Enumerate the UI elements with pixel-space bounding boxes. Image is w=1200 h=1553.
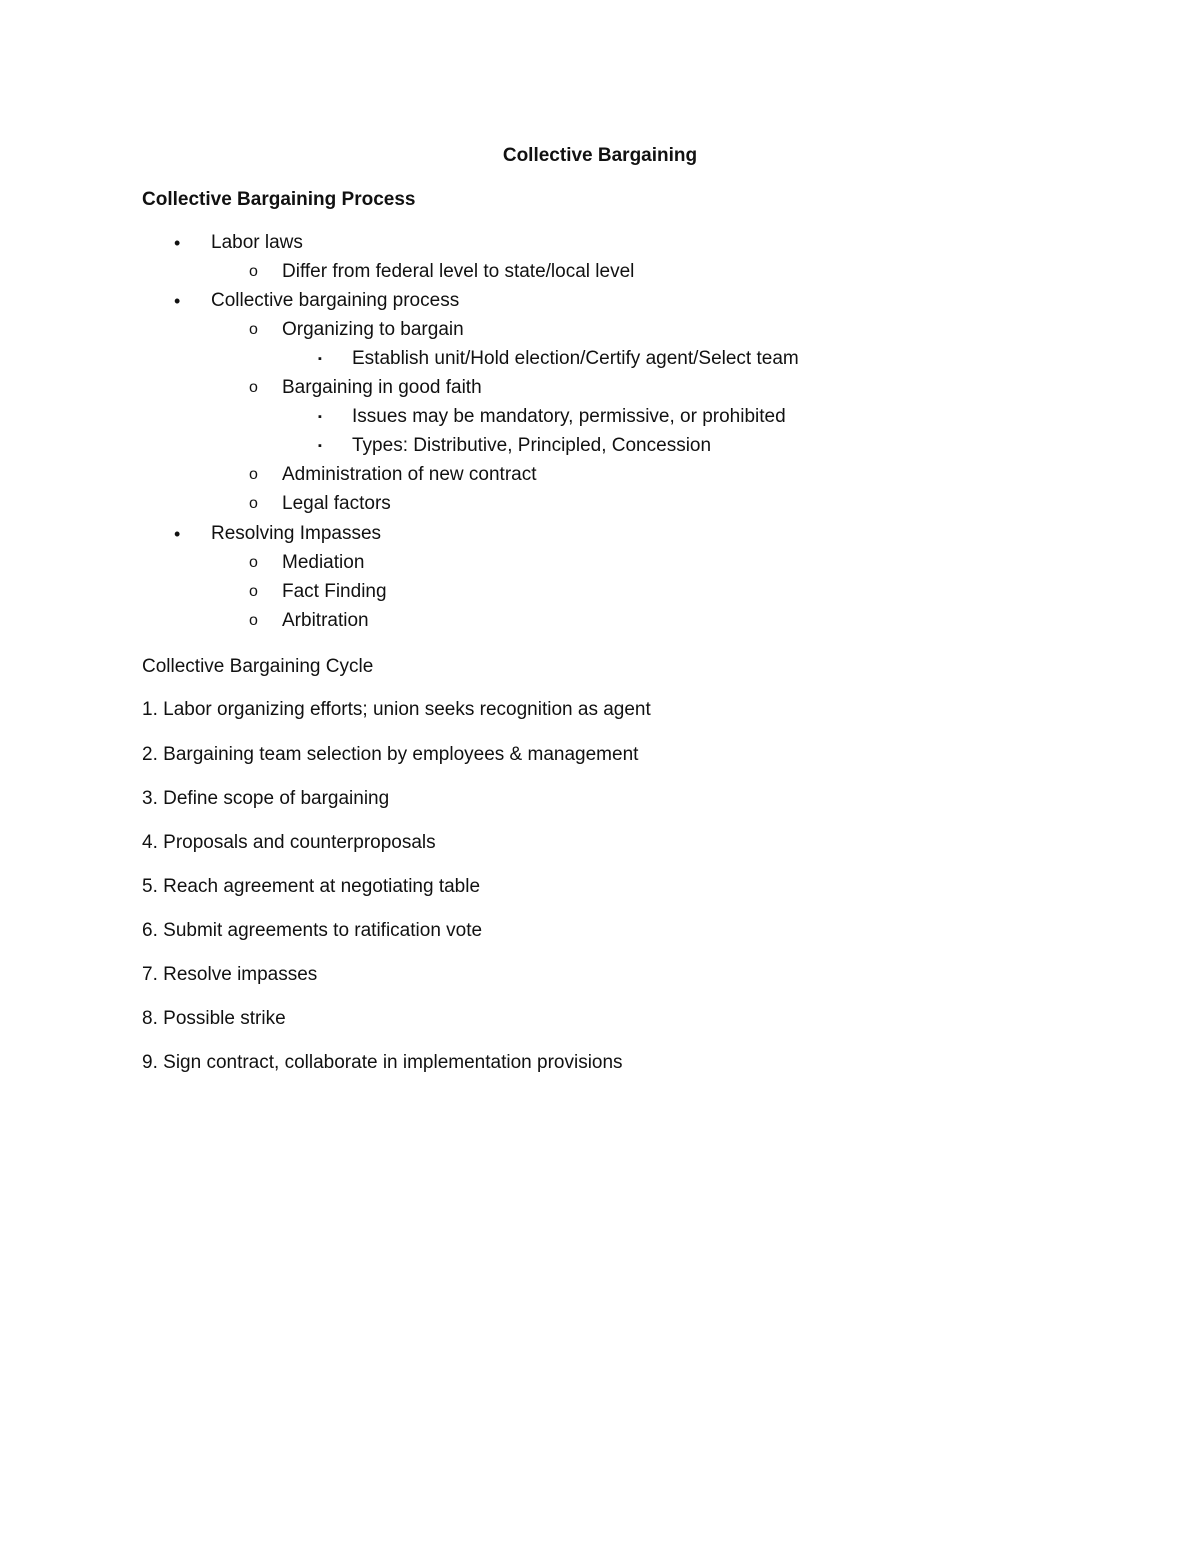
list-item-text: Differ from federal level to state/local level [282, 261, 635, 282]
step-text: Sign contract, collaborate in implementation provisions [163, 1052, 623, 1073]
list-item-text: Labor laws [211, 232, 303, 253]
bullet-marker: • [174, 291, 181, 311]
list-item-text: Collective bargaining process [211, 290, 460, 311]
circle-marker: o [249, 263, 258, 280]
circle-marker: o [249, 321, 258, 338]
circle-marker: o [249, 583, 258, 600]
step-text: Possible strike [163, 1008, 286, 1029]
step-text: Labor organizing efforts; union seeks recognition as agent [163, 699, 651, 720]
step-text: Resolve impasses [163, 964, 318, 985]
cycle-step [142, 1006, 286, 1032]
list-item-text: Issues may be mandatory, permissive, or prohibited [352, 406, 786, 427]
document-title: Collective Bargaining [502, 145, 698, 166]
list-item-text: Establish unit/Hold election/Certify agent/Select team [352, 348, 799, 369]
list-item-text: Bargaining in good faith [282, 377, 482, 398]
step-text: Submit agreements to ratification vote [163, 920, 483, 941]
step-text: Bargaining team selection by employees & management [163, 744, 639, 765]
bullet-marker: • [174, 524, 181, 544]
step-text: Reach agreement at negotiating table [163, 876, 481, 897]
cycle-step [142, 918, 482, 944]
cycle-step [142, 1050, 623, 1076]
step-text: Define scope of bargaining [163, 788, 390, 809]
bullet-marker: • [174, 233, 181, 253]
step-number: 3. [142, 788, 158, 809]
step-number: 4. [142, 832, 158, 853]
circle-marker: o [249, 554, 258, 571]
square-marker: ▪ [318, 353, 322, 365]
cycle-step [142, 786, 389, 812]
list-item-text: Legal factors [282, 493, 391, 514]
process-heading: Collective Bargaining Process [142, 189, 416, 210]
circle-marker: o [249, 379, 258, 396]
list-item-text: Types: Distributive, Principled, Concession [352, 435, 712, 456]
step-number: 6. [142, 920, 158, 941]
step-number: 1. [142, 699, 158, 720]
step-number: 5. [142, 876, 158, 897]
step-number: 9. [142, 1052, 158, 1073]
step-text: Proposals and counterproposals [163, 832, 436, 853]
step-number: 7. [142, 964, 158, 985]
list-item-text: Fact Finding [282, 581, 387, 602]
square-marker: ▪ [318, 411, 322, 423]
list-item-text: Resolving Impasses [211, 523, 382, 544]
cycle-step [142, 742, 638, 768]
circle-marker: o [249, 612, 258, 629]
step-number: 8. [142, 1008, 158, 1029]
cycle-heading: Collective Bargaining Cycle [142, 656, 374, 677]
list-item-text: Administration of new contract [282, 464, 537, 485]
cycle-step [142, 874, 480, 900]
cycle-step [142, 697, 651, 723]
circle-marker: o [249, 495, 258, 512]
list-item-text: Arbitration [282, 610, 369, 631]
step-number: 2. [142, 744, 158, 765]
list-item-text: Mediation [282, 552, 365, 573]
square-marker: ▪ [318, 440, 322, 452]
circle-marker: o [249, 466, 258, 483]
cycle-step [142, 830, 436, 856]
cycle-step [142, 962, 317, 988]
list-item-text: Organizing to bargain [282, 319, 464, 340]
